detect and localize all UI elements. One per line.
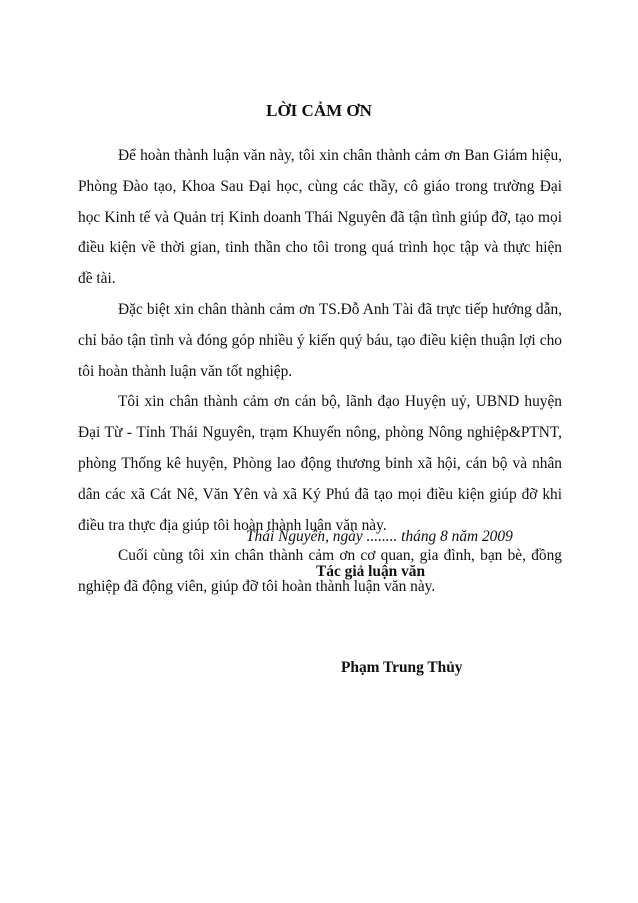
author-role: Tác giả luận văn: [316, 563, 426, 580]
dateline: Thái Nguyên, ngày ........ tháng 8 năm 2009: [246, 528, 513, 545]
page-title: LỜI CẢM ƠN: [266, 101, 372, 120]
paragraph-3: Tôi xin chân thành cảm ơn cán bộ, lãnh đạo Huyện uỷ, UBND huyện Đại Từ - Tỉnh Thái Nguyên, trạm Khuyến nông, phòng Nông nghiệp&PTNT, phòng Thống kê huyện, Phòng lao động thương binh xã hội, cán bộ và nhân dân các xã Cát Nê, Văn Yên và xã Ký Phú đã tạo mọi điều kiện giúp đỡ khi điều tra thực địa giúp tôi hoàn thành luận văn này.: [78, 393, 562, 534]
paragraph-4: Cuối cùng tôi xin chân thành cảm ơn cơ quan, gia đình, bạn bè, đồng nghiệp đã động viên, giúp đỡ tôi hoàn thành luận văn này.: [78, 547, 562, 596]
paragraph-1: Để hoàn thành luận văn này, tôi xin chân thành cảm ơn Ban Giám hiệu, Phòng Đào tạo, Khoa Sau Đại học, cùng các thầy, cô giáo trong trường Đại học Kinh tế và Quản trị Kinh doanh Thái Nguyên đã tận tình giúp đỡ, tạo mọi điều kiện về thời gian, tinh thần cho tôi trong quá trình học tập và thực hiện đề tài.: [78, 147, 562, 288]
paragraph-2: Đặc biệt xin chân thành cảm ơn TS.Đỗ Anh Tài đã trực tiếp hướng dẫn, chỉ bảo tận tình và đóng góp nhiều ý kiến quý báu, tạo điều kiện thuận lợi cho tôi hoàn thành luận văn tốt nghiệp.: [78, 300, 562, 380]
author-name: Phạm Trung Thủy: [341, 659, 463, 676]
